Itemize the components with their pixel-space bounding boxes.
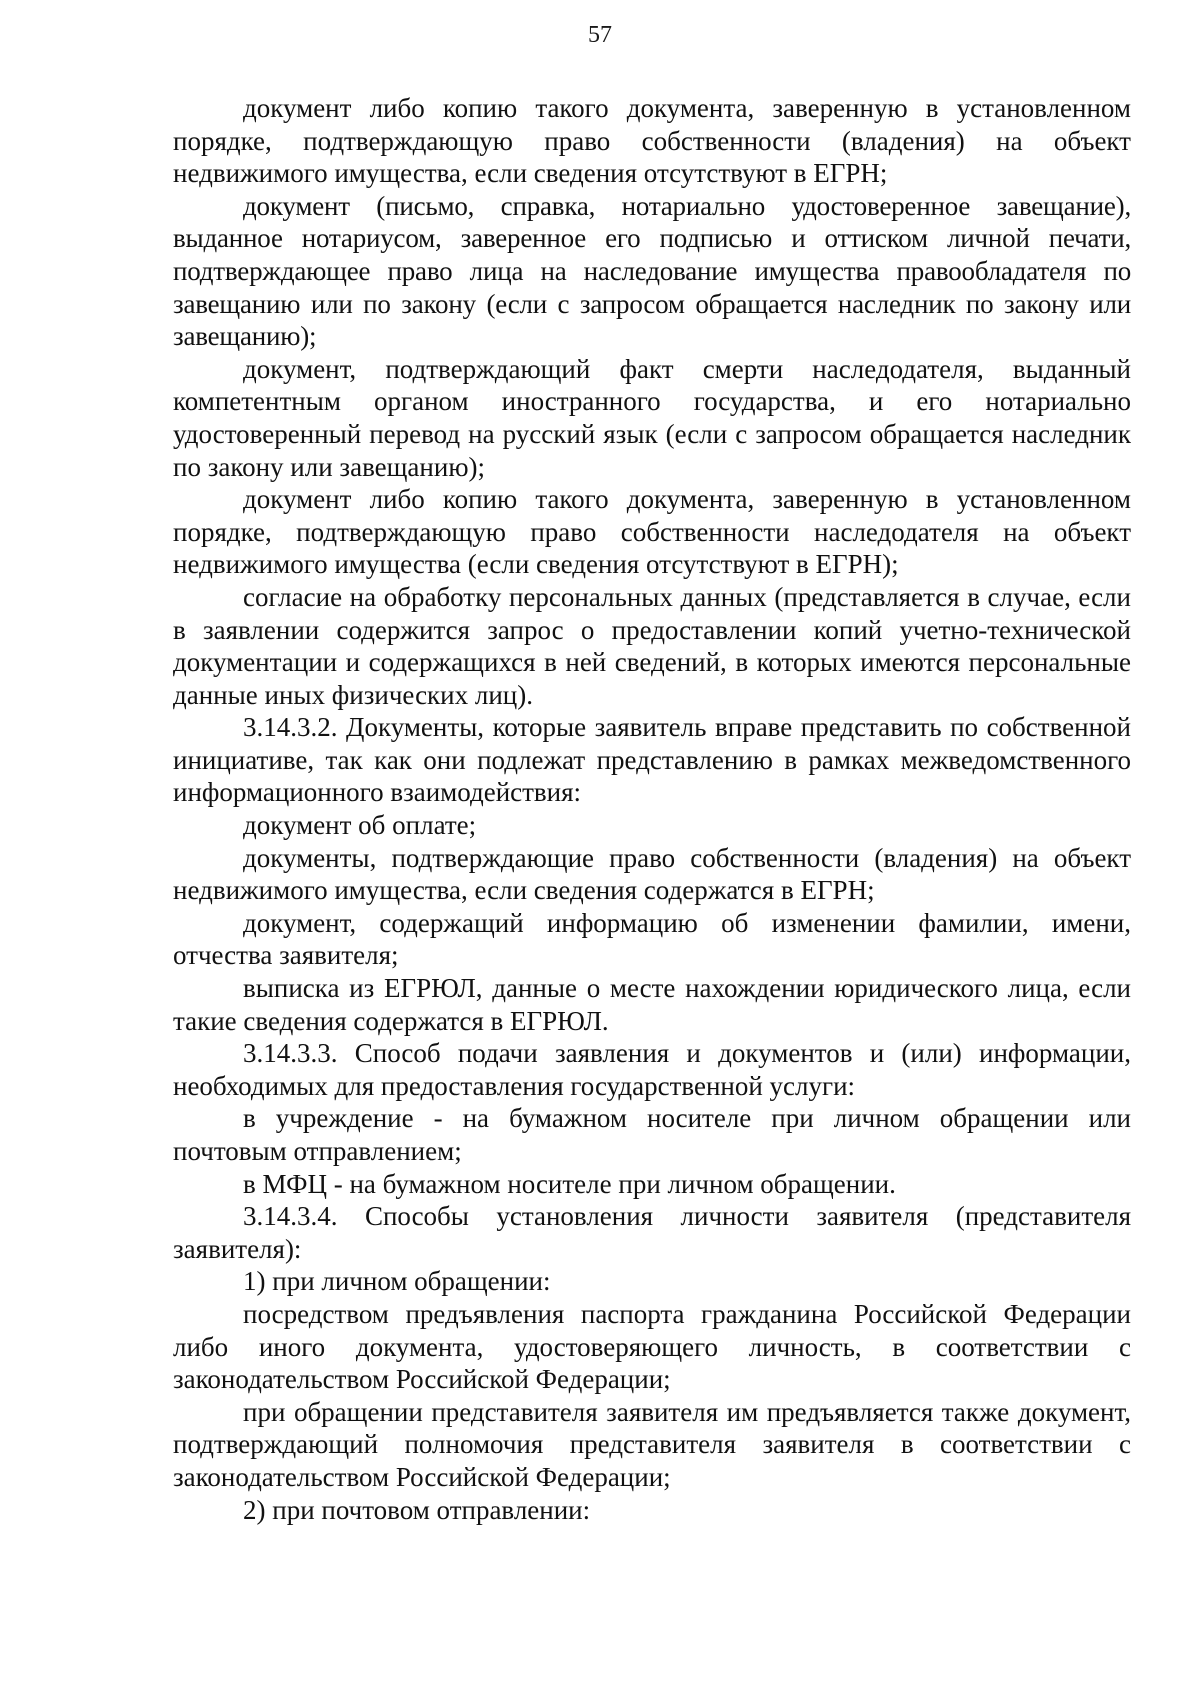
paragraph-institution-submission: в учреждение - на бумажном носителе при личном обращении или почтовым отправлением; bbox=[173, 1103, 1131, 1166]
paragraph-mfc-submission: в МФЦ - на бумажном носителе при личном обращении. bbox=[243, 1168, 896, 1199]
paragraph-ownership-in-egrn: документы, подтверждающие право собственности (владения) на объект недвижимого имущества, если сведения содержатся в ЕГРН; bbox=[173, 842, 1131, 906]
paragraph-testator-ownership: документ либо копию такого документа, заверенную в установленном порядке, подтверждающую право собственности наследодателя на объект недвижимого имущества (если сведения отсутствуют в ЕГРН); bbox=[173, 484, 1131, 580]
document-body bbox=[173, 92, 1131, 1526]
paragraph-death-certificate: документ, подтверждающий факт смерти наследодателя, выданный компетентным органом иностранного государства, и его нотариально удостоверенный перевод на русский язык (если с запросом обращается наследник по закону или завещанию); bbox=[173, 353, 1131, 482]
paragraph-representative: при обращении представителя заявителя им предъявляется также документ, подтверждающий полномочия представителя заявителя в соответствии с законодательством Российской Федерации; bbox=[173, 1396, 1131, 1492]
page-number: 57 bbox=[588, 22, 612, 48]
paragraph-section-3-14-3-3: 3.14.3.3. Способ подачи заявления и документов и (или) информации, необходимых для предоставления государственной услуги: bbox=[173, 1038, 1131, 1101]
paragraph-ownership-document: документ либо копию такого документа, заверенную в установленном порядке, подтверждающую право собственности (владения) на объект недвижимого имущества, если сведения отсутствуют в ЕГРН; bbox=[173, 93, 1131, 189]
paragraph-personal-visit: 1) при личном обращении: bbox=[243, 1266, 551, 1297]
paragraph-egrul-extract: выписка из ЕГРЮЛ, данные о месте нахождении юридического лица, если такие сведения содержатся в ЕГРЮЛ. bbox=[173, 973, 1131, 1036]
paragraph-name-change: документ, содержащий информацию об изменении фамилии, имени, отчества заявителя; bbox=[173, 907, 1131, 971]
paragraph-notary-document: документ (письмо, справка, нотариально удостоверенное завещание), выданное нотариусом, заверенное его подписью и оттиском личной печати, подтверждающее право лица на наследование имущества правообладателя по завещанию или по закону (если с запросом обращается наследник по закону или завещанию); bbox=[173, 190, 1131, 352]
paragraph-section-3-14-3-2: 3.14.3.2. Документы, которые заявитель вправе представить по собственной инициативе, так как они подлежат представлению в рамках межведомственного информационного взаимодействия: bbox=[173, 712, 1131, 808]
paragraph-passport: посредством предъявления паспорта гражданина Российской Федерации либо иного документа, удостоверяющего личность, в соответствии с законодательством Российской Федерации; bbox=[173, 1298, 1131, 1395]
paragraph-personal-data-consent: согласие на обработку персональных данных (представляется в случае, если в заявлении содержится запрос о предоставлении копий учетно-технической документации и содержащихся в ней сведений, в которых имеются персональные данные иных физических лиц). bbox=[173, 581, 1131, 710]
paragraph-section-3-14-3-4: 3.14.3.4. Способы установления личности заявителя (представителя заявителя): bbox=[173, 1201, 1131, 1264]
paragraph-postal-delivery: 2) при почтовом отправлении: bbox=[243, 1494, 591, 1525]
paragraph-payment-document: документ об оплате; bbox=[243, 810, 477, 841]
